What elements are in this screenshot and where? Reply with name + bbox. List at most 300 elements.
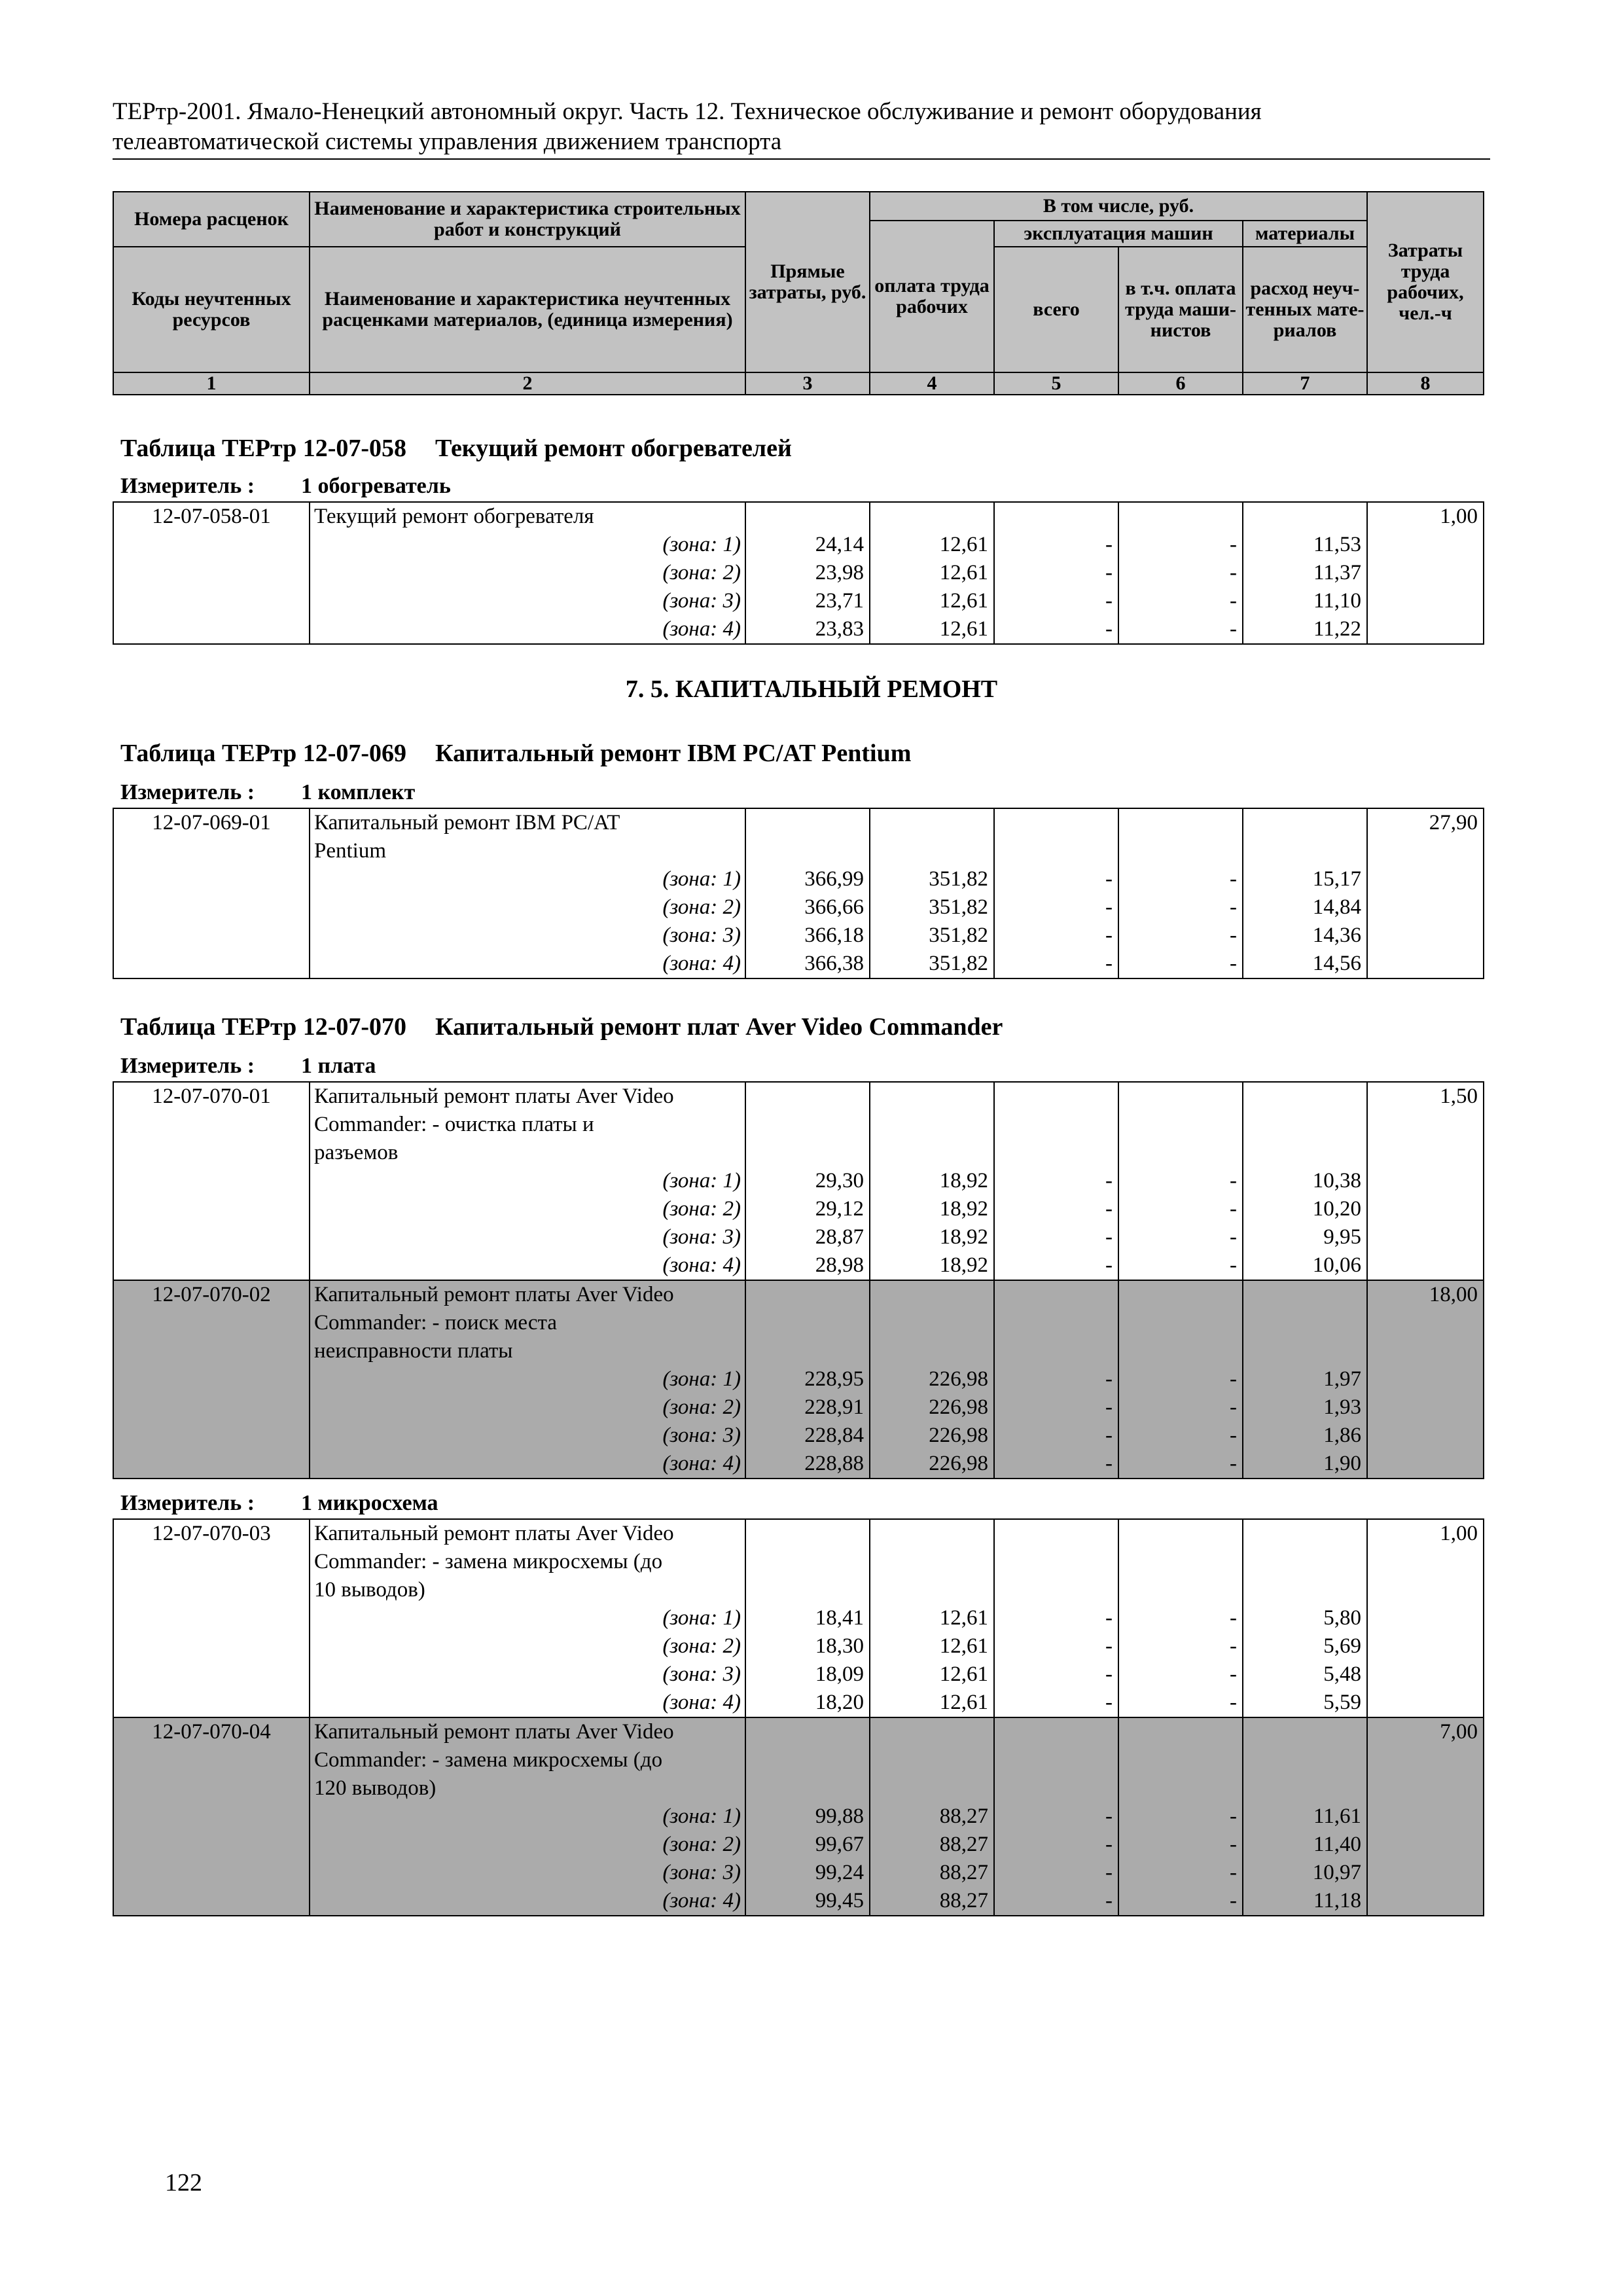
zone-label: (зона: 4) [662,1889,741,1912]
header-including: В том числе, руб. [870,192,1367,221]
meter-line [120,1052,376,1080]
direct-cost-value: 366,18 [804,924,864,947]
rate-name-line: Капитальный ремонт IBM PC/AT [314,811,620,834]
spacer [1243,837,1361,865]
header-rule [113,158,1490,160]
value-cell [745,1519,870,1717]
value-cell [1118,1717,1243,1916]
rates-table [113,1518,1483,1916]
wages-value: 351,82 [929,924,988,947]
zone-label: (зона: 4) [662,1253,741,1277]
machinist-wages-value: - [1230,924,1237,947]
labor-cell [1367,1082,1484,1280]
table-title [120,1012,1003,1042]
rate-cell [113,1717,310,1916]
spacer [870,1281,988,1309]
direct-cost-value: 18,09 [815,1662,864,1686]
value-cell [745,1082,870,1280]
zone-label: (зона: 3) [662,1861,741,1884]
header-direct-costs: Прямые затраты, руб. [745,192,870,372]
header-material-name: Наименование и характеристика неучтенных расценками материалов, (единица измерения) [310,247,745,372]
materials-value: 11,10 [1313,589,1361,613]
spacer [746,1139,864,1167]
spacer [1243,1746,1361,1774]
rate-name-line: Капитальный ремонт платы Aver Video [314,1522,674,1545]
machinist-wages-value: - [1230,895,1237,919]
value-cell [994,1717,1118,1916]
spacer [1119,1337,1237,1365]
direct-cost-value: 99,24 [815,1861,864,1884]
rate-name-cell [310,1717,745,1916]
spacer [1119,1083,1237,1111]
rate-name-line: Commander: - замена микросхемы (до [314,1748,663,1772]
spacer [1119,503,1237,531]
meter-value: 1 обогреватель [301,474,451,498]
value-cell [745,808,870,978]
labor-value: 1,00 [1440,1522,1478,1545]
materials-value: 10,20 [1312,1197,1361,1221]
machines-value: - [1105,1606,1113,1630]
value-cell [1118,1082,1243,1280]
spacer [995,809,1113,837]
direct-cost-value: 99,88 [815,1804,864,1828]
rate-row [113,808,1484,978]
zone-label: (зона: 2) [662,1634,741,1658]
spacer [870,1746,988,1774]
wages-value: 226,98 [929,1424,988,1447]
value-cell [1243,1082,1367,1280]
direct-cost-value: 24,14 [815,533,864,556]
spacer [995,1520,1113,1548]
machinist-wages-value: - [1230,1606,1237,1630]
spacer [746,1309,864,1337]
column-number: 6 [1118,372,1243,395]
value-cell [745,1280,870,1479]
spacer [870,503,988,531]
spacer [1119,1139,1237,1167]
spacer [995,1139,1113,1167]
machinist-wages-value: - [1230,1424,1237,1447]
materials-value: 11,18 [1313,1889,1361,1912]
spacer [870,809,988,837]
page-number: 122 [165,2169,202,2197]
header-machines-total: всего [994,247,1118,372]
zone-label: (зона: 3) [662,924,741,947]
direct-cost-value: 23,98 [815,561,864,584]
spacer [1243,1083,1361,1111]
labor-value: 1,50 [1440,1085,1478,1108]
labor-cell [1367,1280,1484,1479]
machinist-wages-value: - [1230,533,1237,556]
materials-value: 14,36 [1312,924,1361,947]
zone-label: (зона: 2) [662,1833,741,1856]
spacer [1243,503,1361,531]
value-cell [870,808,994,978]
header-resource-codes: Коды неучтенных ресурсов [113,247,310,372]
spacer [746,1548,864,1576]
zone-label: (зона: 4) [662,1452,741,1475]
table-code: Таблица ТЕРтр 12-07-058 [120,435,407,462]
wages-value: 351,82 [929,867,988,891]
machines-value: - [1105,1395,1113,1419]
header-materials: материалы [1243,221,1367,247]
materials-value: 1,86 [1323,1424,1361,1447]
rate-cell [113,1082,310,1280]
machinist-wages-value: - [1230,561,1237,584]
spacer [995,1111,1113,1139]
rate-name-cell [310,1519,745,1717]
wages-value: 12,61 [939,589,988,613]
materials-value: 5,80 [1323,1606,1361,1630]
spacer [1119,809,1237,837]
spacer [870,1520,988,1548]
rate-code: 12-07-058-01 [152,505,271,528]
rate-row [113,1519,1484,1717]
header-labor-costs: Затраты труда рабочих, чел.-ч [1367,192,1484,372]
labor-cell [1367,1519,1484,1717]
spacer [870,1111,988,1139]
zone-label: (зона: 1) [662,1606,741,1630]
column-number: 5 [994,372,1118,395]
value-cell [1118,1280,1243,1479]
wages-value: 351,82 [929,952,988,975]
rate-row [113,1280,1484,1479]
wages-value: 88,27 [939,1804,988,1828]
wages-value: 12,61 [939,1634,988,1658]
header-machines: эксплуатация машин [994,221,1243,247]
machines-value: - [1105,1169,1113,1193]
direct-cost-value: 29,12 [815,1197,864,1221]
spacer [746,1083,864,1111]
value-cell [870,1082,994,1280]
value-cell [1243,502,1367,644]
rate-code: 12-07-069-01 [152,811,271,834]
machinist-wages-value: - [1230,1691,1237,1714]
spacer [746,1337,864,1365]
zone-label: (зона: 4) [662,617,741,641]
spacer [1119,1746,1237,1774]
spacer [870,1083,988,1111]
zone-label: (зона: 2) [662,1197,741,1221]
zone-label: (зона: 3) [662,1662,741,1686]
wages-value: 351,82 [929,895,988,919]
rate-code: 12-07-070-01 [152,1085,271,1108]
wages-value: 88,27 [939,1833,988,1856]
rates-table [113,808,1483,979]
materials-value: 11,37 [1313,561,1361,584]
value-cell [1243,1519,1367,1717]
direct-cost-value: 29,30 [815,1169,864,1193]
spacer [1243,1576,1361,1604]
materials-value: 10,38 [1312,1169,1361,1193]
meter-label: Измеритель : [120,780,255,804]
wages-value: 12,61 [939,617,988,641]
rate-name-line: 120 выводов) [314,1776,437,1800]
value-cell [994,502,1118,644]
spacer [870,1548,988,1576]
rates-grid [113,1518,1484,1916]
table-name: Капитальный ремонт IBM PC/AT Pentium [435,740,912,767]
materials-value: 14,56 [1312,952,1361,975]
machinist-wages-value: - [1230,1169,1237,1193]
spacer [746,809,864,837]
direct-cost-value: 228,84 [804,1424,864,1447]
rate-name-line: Капитальный ремонт платы Aver Video [314,1283,674,1306]
rate-name-line: 10 выводов) [314,1578,425,1602]
machinist-wages-value: - [1230,589,1237,613]
machinist-wages-value: - [1230,1833,1237,1856]
spacer [1243,1309,1361,1337]
spacer [746,1576,864,1604]
direct-cost-value: 23,71 [815,589,864,613]
spacer [870,1139,988,1167]
spacer [1243,1111,1361,1139]
spacer [1243,809,1361,837]
meter-value: 1 плата [301,1054,376,1078]
meter-label: Измеритель : [120,474,255,498]
machines-value: - [1105,1197,1113,1221]
value-cell [745,1717,870,1916]
spacer [1119,1520,1237,1548]
value-cell [1243,808,1367,978]
spacer [1119,1774,1237,1803]
rate-name-line: Commander: - замена микросхемы (до [314,1550,663,1573]
wages-value: 226,98 [929,1367,988,1391]
spacer [1119,1718,1237,1746]
direct-cost-value: 23,83 [815,617,864,641]
meter-line [120,473,451,500]
direct-cost-value: 228,91 [804,1395,864,1419]
spacer [1119,1281,1237,1309]
spacer [870,1718,988,1746]
rate-name-line: Капитальный ремонт платы Aver Video [314,1720,674,1744]
materials-value: 15,17 [1312,867,1361,891]
meter-line [120,779,416,806]
machinist-wages-value: - [1230,1634,1237,1658]
zone-label: (зона: 2) [662,561,741,584]
wages-value: 18,92 [939,1253,988,1277]
meter-value: 1 микросхема [301,1491,438,1515]
value-cell [1118,808,1243,978]
machines-value: - [1105,1691,1113,1714]
column-number: 2 [310,372,745,395]
spacer [1119,837,1237,865]
spacer [995,1718,1113,1746]
rate-name-line: Commander: - поиск места [314,1311,558,1335]
rates-grid [113,808,1484,979]
machines-value: - [1105,589,1113,613]
spacer [870,1309,988,1337]
materials-value: 11,61 [1313,1804,1361,1828]
rate-cell [113,1519,310,1717]
rate-name-cell [310,1082,745,1280]
labor-cell [1367,502,1484,644]
machines-value: - [1105,1367,1113,1391]
materials-value: 11,53 [1313,533,1361,556]
materials-value: 5,48 [1323,1662,1361,1686]
direct-cost-value: 99,67 [815,1833,864,1856]
value-cell [994,1082,1118,1280]
rate-name-cell [310,808,745,978]
rate-name-line: разъемов [314,1141,399,1164]
machinist-wages-value: - [1230,1889,1237,1912]
machines-value: - [1105,1833,1113,1856]
running-header [113,97,1487,157]
wages-value: 18,92 [939,1225,988,1249]
header-line-2: телеавтоматической системы управления движением транспорта [113,128,782,155]
zone-label: (зона: 1) [662,533,741,556]
value-cell [870,1519,994,1717]
rates-grid [113,1081,1484,1479]
machines-value: - [1105,952,1113,975]
materials-value: 1,93 [1323,1395,1361,1419]
spacer [1119,1576,1237,1604]
spacer [1243,1281,1361,1309]
value-cell [1243,1717,1367,1916]
materials-value: 10,97 [1312,1861,1361,1884]
value-cell [1118,1519,1243,1717]
materials-value: 5,69 [1323,1634,1361,1658]
rate-row [113,1082,1484,1280]
machines-value: - [1105,561,1113,584]
spacer [995,1309,1113,1337]
direct-cost-value: 18,30 [815,1634,864,1658]
zone-label: (зона: 4) [662,952,741,975]
value-cell [994,1519,1118,1717]
machines-value: - [1105,1634,1113,1658]
direct-cost-value: 28,98 [815,1253,864,1277]
materials-value: 5,59 [1323,1691,1361,1714]
zone-label: (зона: 4) [662,1691,741,1714]
machinist-wages-value: - [1230,1197,1237,1221]
machines-value: - [1105,1804,1113,1828]
materials-value: 11,40 [1313,1833,1361,1856]
machines-value: - [1105,533,1113,556]
rates-table [113,1081,1483,1479]
wages-value: 226,98 [929,1395,988,1419]
machines-value: - [1105,1662,1113,1686]
spacer [995,1337,1113,1365]
table-code: Таблица ТЕРтр 12-07-070 [120,1013,407,1041]
column-number: 8 [1367,372,1484,395]
zone-label: (зона: 2) [662,1395,741,1419]
column-number: 4 [870,372,994,395]
column-number: 3 [745,372,870,395]
value-cell [745,502,870,644]
machinist-wages-value: - [1230,1225,1237,1249]
spacer [1119,1548,1237,1576]
spacer [1243,1520,1361,1548]
spacer [995,1083,1113,1111]
spacer [995,837,1113,865]
rate-cell [113,502,310,644]
table-title [120,433,792,463]
materials-value: 10,06 [1312,1253,1361,1277]
rate-name-line: неисправности платы [314,1339,513,1363]
machinist-wages-value: - [1230,1662,1237,1686]
value-cell [870,1717,994,1916]
spacer [1119,1309,1237,1337]
column-header-table [113,191,1484,395]
direct-cost-value: 366,99 [804,867,864,891]
value-cell [870,502,994,644]
zone-label: (зона: 1) [662,1367,741,1391]
zone-label: (зона: 1) [662,1169,741,1193]
spacer [746,1746,864,1774]
rate-cell [113,1280,310,1479]
spacer [746,1774,864,1803]
materials-value: 9,95 [1323,1225,1361,1249]
spacer [1243,1774,1361,1803]
wages-value: 18,92 [939,1197,988,1221]
direct-cost-value: 228,88 [804,1452,864,1475]
wages-value: 12,61 [939,1691,988,1714]
wages-value: 12,61 [939,561,988,584]
machinist-wages-value: - [1230,1395,1237,1419]
header-line-1: ТЕРтр-2001. Ямало-Ненецкий автономный округ. Часть 12. Техническое обслуживание и ремонт оборудования [113,98,1262,125]
rate-name-cell [310,1280,745,1479]
wages-value: 12,61 [939,1606,988,1630]
table-name: Текущий ремонт обогревателей [435,435,792,462]
labor-value: 27,90 [1429,811,1478,834]
materials-value: 14,84 [1312,895,1361,919]
machinist-wages-value: - [1230,1253,1237,1277]
spacer [1243,1718,1361,1746]
value-cell [994,808,1118,978]
column-number: 1 [113,372,310,395]
machines-value: - [1105,924,1113,947]
direct-cost-value: 366,66 [804,895,864,919]
machinist-wages-value: - [1230,1804,1237,1828]
spacer [870,837,988,865]
rate-code: 12-07-070-04 [152,1720,271,1744]
machines-value: - [1105,1225,1113,1249]
table-code: Таблица ТЕРтр 12-07-069 [120,740,407,767]
spacer [995,1281,1113,1309]
rate-name-line: Текущий ремонт обогревателя [314,505,594,528]
column-number: 7 [1243,372,1367,395]
rates-grid [113,501,1484,645]
zone-label: (зона: 2) [662,895,741,919]
direct-cost-value: 18,20 [815,1691,864,1714]
spacer [746,1718,864,1746]
meter-value: 1 комплект [301,780,416,804]
spacer [746,503,864,531]
wages-value: 12,61 [939,533,988,556]
direct-cost-value: 99,45 [815,1889,864,1912]
machinist-wages-value: - [1230,952,1237,975]
machines-value: - [1105,617,1113,641]
meter-label: Измеритель : [120,1054,255,1078]
machinist-wages-value: - [1230,1452,1237,1475]
materials-value: 11,22 [1313,617,1361,641]
direct-cost-value: 18,41 [815,1606,864,1630]
rate-name-line: Капитальный ремонт платы Aver Video [314,1085,674,1108]
machines-value: - [1105,1861,1113,1884]
table-name: Капитальный ремонт плат Aver Video Commander [435,1013,1003,1041]
machines-value: - [1105,867,1113,891]
rate-row [113,502,1484,644]
materials-value: 1,90 [1323,1452,1361,1475]
spacer [995,1576,1113,1604]
spacer [746,1281,864,1309]
spacer [746,1111,864,1139]
spacer [870,1576,988,1604]
header-machinist-wages: в т.ч. оплата труда маши-нистов [1118,247,1243,372]
machines-value: - [1105,1889,1113,1912]
rate-name-cell [310,502,745,644]
rates-table [113,501,1483,645]
